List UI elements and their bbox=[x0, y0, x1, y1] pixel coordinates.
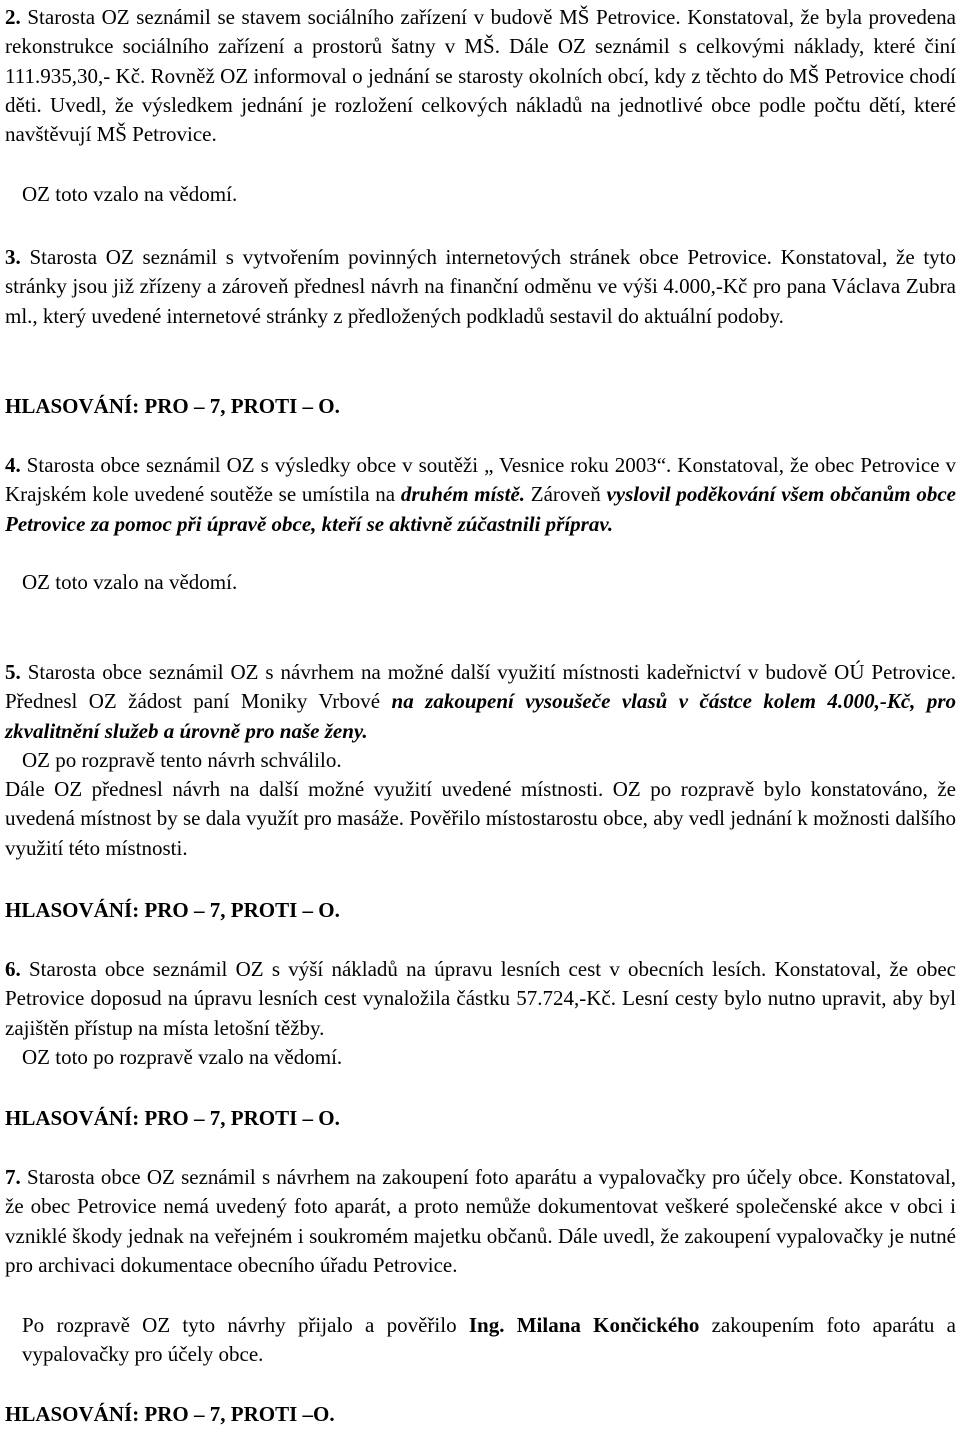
item-2-note: OZ toto vzalo na vědomí. bbox=[22, 182, 238, 206]
item-7-note-text-b: zakoupením foto aparátu a vypalovačky pro účely obce. bbox=[22, 1313, 956, 1367]
item-3-paragraph bbox=[5, 243, 956, 331]
item-7-number: 7. bbox=[5, 1165, 21, 1189]
item-4-note: OZ toto vzalo na vědomí. bbox=[22, 570, 238, 594]
item-4-paragraph bbox=[5, 451, 956, 539]
item-3-text: Starosta OZ seznámil s vytvořením povinných internetových stránek obce Petrovice. Konstatoval, že tyto stránky jsou již zřízeny a zároveň přednesl návrh na finanční odměnu ve výši 4.000,-Kč pro pana Václava Zubra ml., který uvedené internetové stránky z předložených podkladů sestavil do aktuální podoby. bbox=[5, 245, 957, 328]
item-4-number: 4. bbox=[5, 453, 21, 477]
item-5-paragraph bbox=[5, 658, 956, 746]
item-7-note-name: Ing. Milana Končického bbox=[468, 1313, 700, 1337]
item-2-number: 2. bbox=[5, 5, 21, 29]
item-5-text-a: Starosta obce seznámil OZ s návrhem na možné další využití místnosti kadeřnictví v budově OÚ Petrovice. Přednesl OZ žádost paní Moniky Vrbové bbox=[5, 660, 956, 714]
item-6-number: 6. bbox=[5, 957, 21, 981]
item-3-number: 3. bbox=[5, 245, 21, 269]
item-4-text-a: Starosta obce seznámil OZ s výsledky obce v soutěži „ Vesnice roku 2003“. Konstatoval, že obec Petrovice v Krajském kole uvedené soutěže se umístila na bbox=[5, 453, 957, 507]
item-4-emphasis-place: druhém místě. bbox=[400, 482, 526, 507]
item-7-note bbox=[5, 1311, 956, 1370]
item-7-text: Starosta obce OZ seznámil s návrhem na zakoupení foto aparátu a vypalovačky pro účely obce. Konstatoval, že obec Petrovice nemá uvedený foto aparát, a proto nemůže dokumentovat veškeré společenské akce v obci i vzniklé škody jednak na veřejném i soukromém majetku občanů. Dále uvedl, že zakoupení vypalovačky je nutné pro archivaci dokumentace obecního úřadu Petrovice. bbox=[5, 1165, 956, 1277]
item-6-note: OZ toto po rozpravě vzalo na vědomí. bbox=[22, 1045, 343, 1069]
item-2-text: Starosta OZ seznámil se stavem sociálního zařízení v budově MŠ Petrovice. Konstatoval, že byla provedena rekonstrukce sociálního zařízení a prostorů šatny v MŠ. Dále OZ seznámil s celkovými náklady, které činí 111.935,30,- Kč. Rovněž OZ informoval o jednání se starosty okolních obcí, kdy z těchto do MŠ Petrovice chodí děti. Uvedl, že výsledkem jednání je rozložení celkových nákladů na jednotlivé obce podle počtu dětí, které navštěvují MŠ Petrovice. bbox=[5, 5, 956, 147]
item-5-note: OZ po rozpravě tento návrh schválilo. bbox=[22, 748, 342, 772]
item-4-emphasis-thanks: vyslovil poděkování všem občanům obce Petrovice za pomoc při úpravě obce, kteří se aktivně zúčastnili příprav. bbox=[5, 482, 956, 536]
item-7-paragraph bbox=[5, 1163, 956, 1280]
item-5-vote: HLASOVÁNÍ: PRO – 7, PROTI – O. bbox=[5, 898, 340, 922]
item-5-emphasis-request: na zakoupení vysoušeče vlasů v částce kolem 4.000,-Kč, pro zkvalitnění služeb a úrovně pro naše ženy. bbox=[5, 689, 956, 743]
item-2-paragraph bbox=[5, 3, 956, 149]
item-6-vote: HLASOVÁNÍ: PRO – 7, PROTI – O. bbox=[5, 1106, 340, 1130]
item-5-paragraph-continued: Dále OZ přednesl návrh na další možné využití uvedené místnosti. OZ po rozpravě bylo konstatováno, že uvedená místnost by se dala využít pro masáže. Pověřilo místostarostu obce, aby vedl jednání k možnosti dalšího využití této místnosti. bbox=[5, 777, 956, 860]
item-4-text-b: Zároveň bbox=[525, 482, 607, 507]
item-6-paragraph bbox=[5, 955, 956, 1043]
item-7-vote: HLASOVÁNÍ: PRO – 7, PROTI –O. bbox=[5, 1402, 335, 1426]
item-7-note-text-a: Po rozpravě OZ tyto návrhy přijalo a pověřilo bbox=[22, 1313, 469, 1337]
item-3-vote: HLASOVÁNÍ: PRO – 7, PROTI – O. bbox=[5, 394, 340, 418]
item-5-number: 5. bbox=[5, 660, 21, 684]
item-6-text: Starosta obce seznámil OZ s výší nákladů na úpravu lesních cest v obecních lesích. Konstatoval, že obec Petrovice doposud na úpravu lesních cest vynaložila částku 57.724,-Kč. Lesní cesty bylo nutno upravit, aby byl zajištěn přístup na místa letošní těžby. bbox=[5, 957, 956, 1040]
